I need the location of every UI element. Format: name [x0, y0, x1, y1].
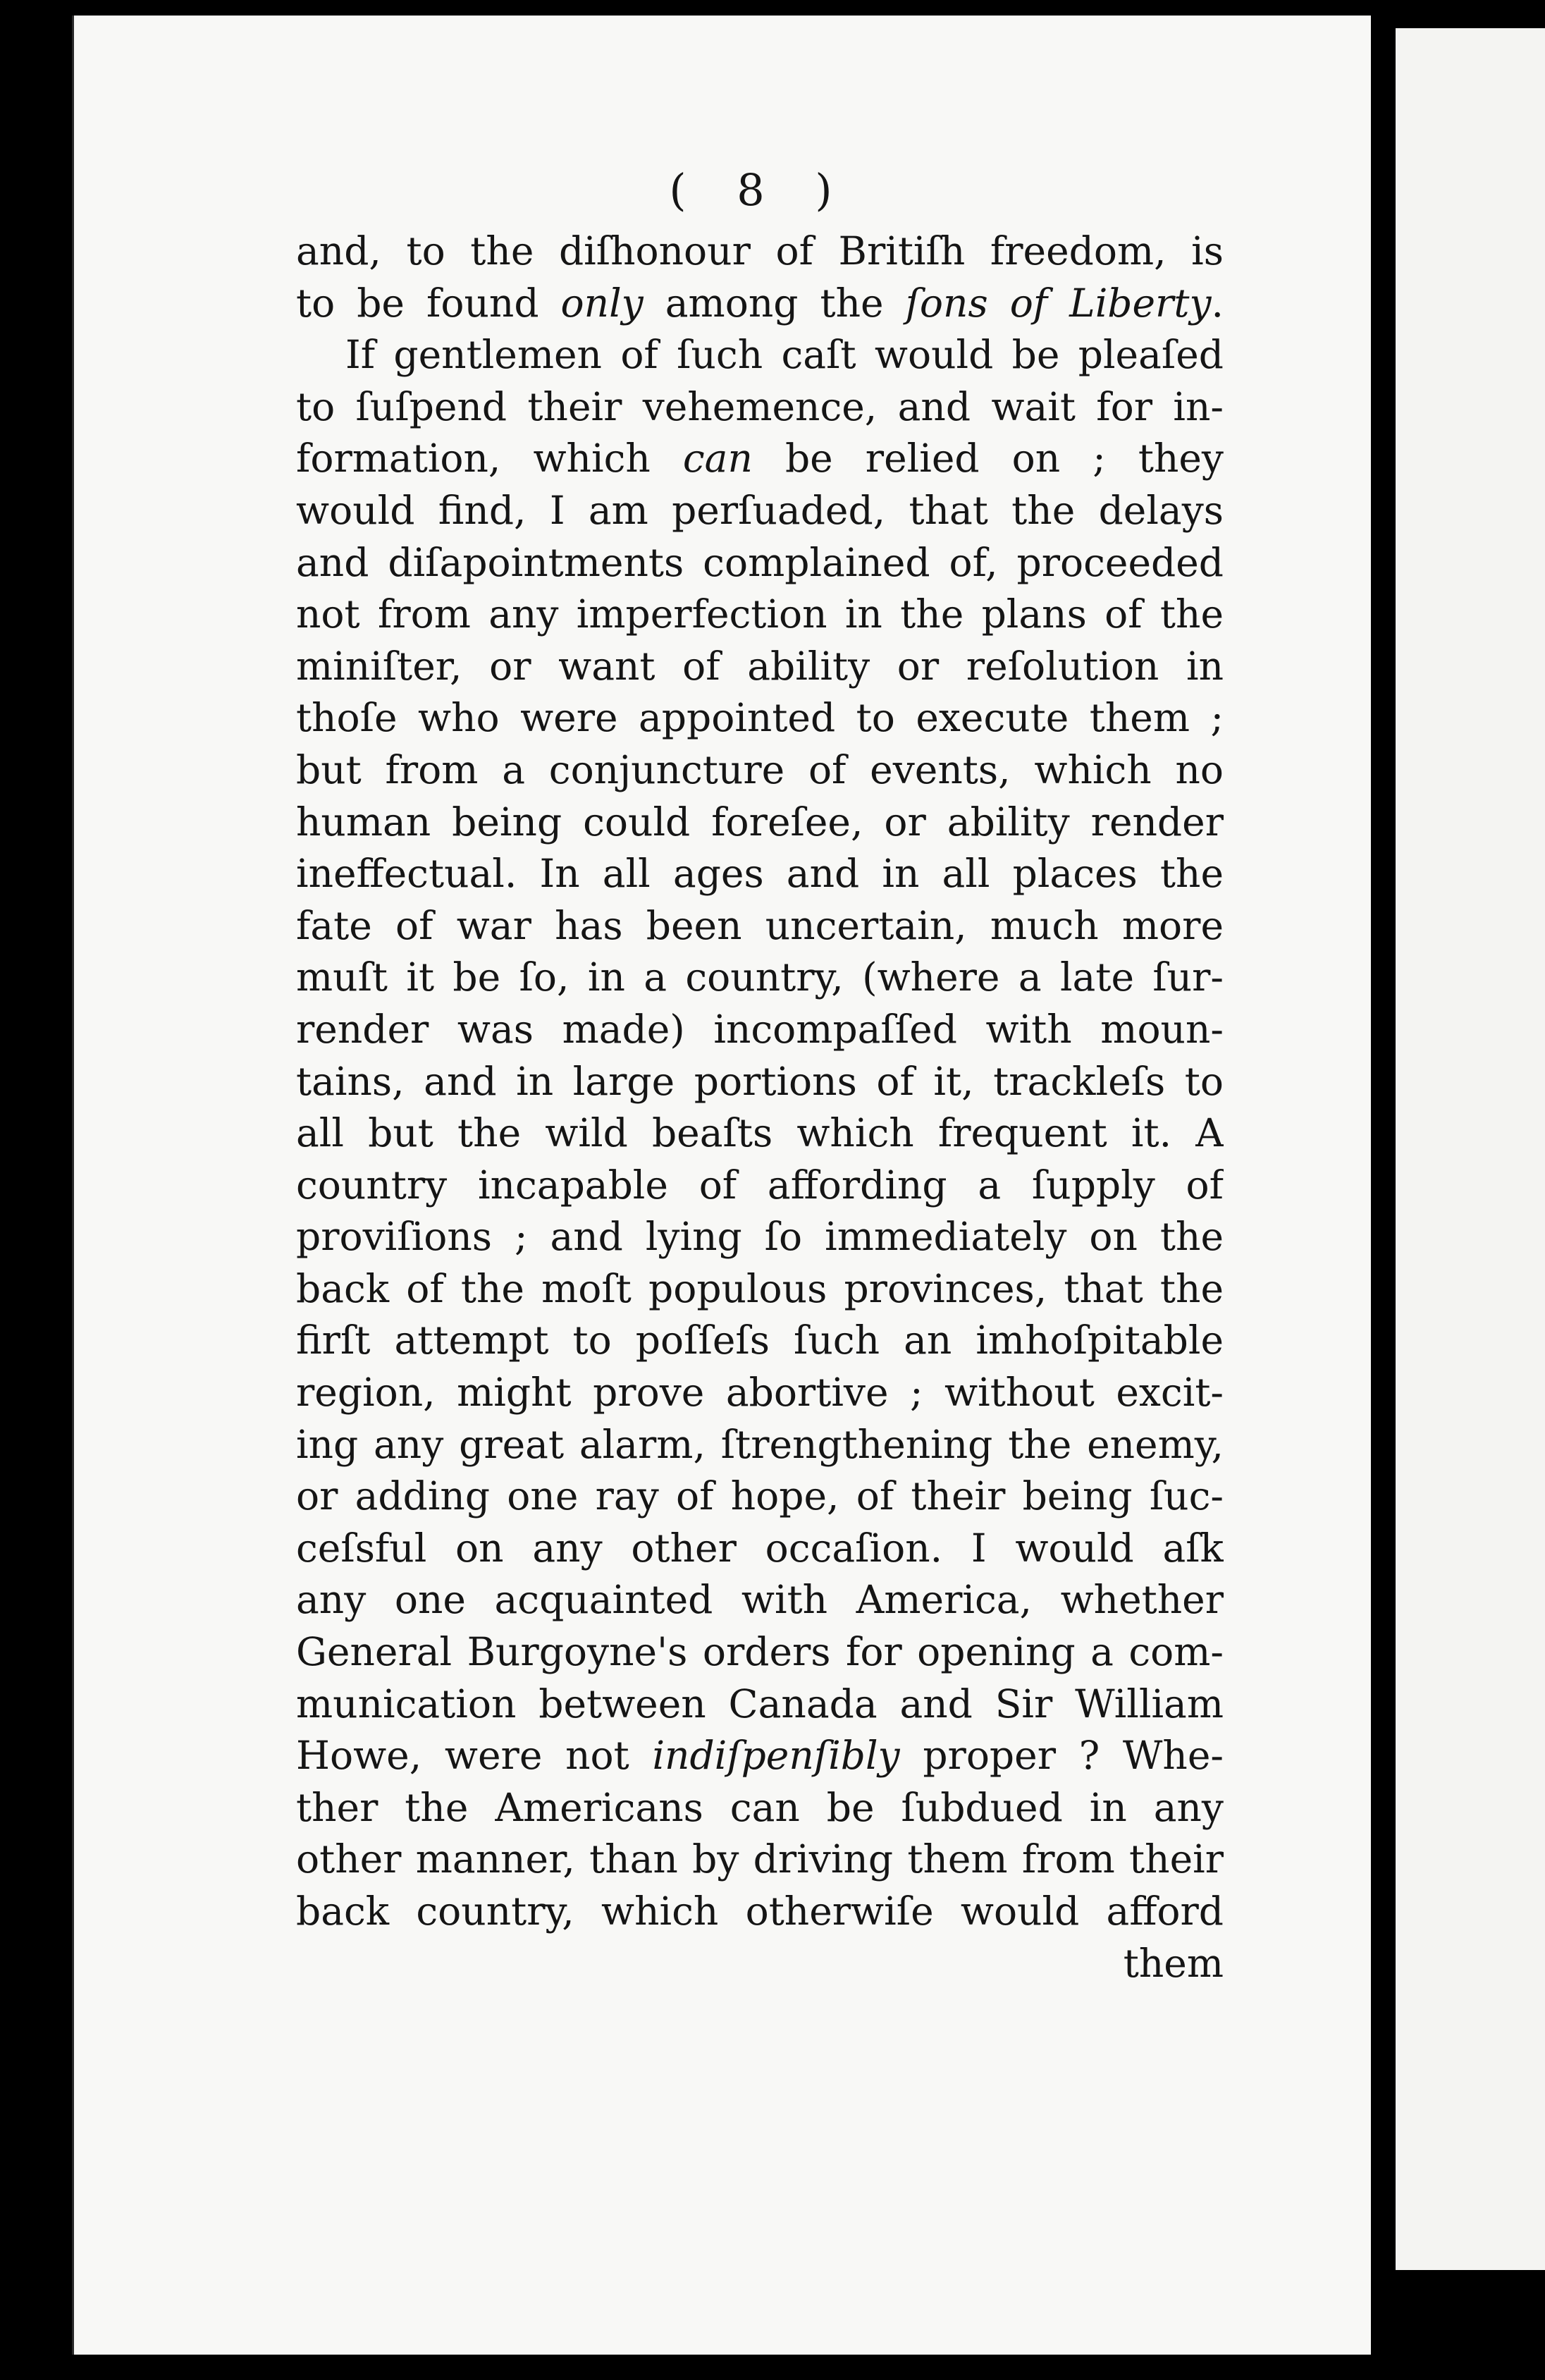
- text-line: any one acquainted with America, whether: [296, 1577, 1224, 1623]
- italic-text: ſons of Liberty: [905, 280, 1212, 326]
- text-line: region, might prove abortive ; without excit-: [296, 1370, 1224, 1416]
- text-line: but from a conjuncture of events, which no: [296, 747, 1224, 792]
- text-line: render was made) incompaſſed with moun-: [296, 1006, 1224, 1052]
- paragraph-first-line: If gentlemen of ſuch caſt would be pleaſed: [345, 332, 1224, 378]
- italic-text: only: [560, 280, 644, 326]
- text-line: back country, which otherwiſe would afford: [296, 1889, 1224, 1934]
- text-line: and diſapointments complained of, proceeded: [296, 539, 1224, 585]
- text-line: Howe, were not indiſpenſibly proper ? Whe-: [296, 1733, 1224, 1779]
- text-line: to ſuſpend their vehemence, and wait for in-: [296, 384, 1224, 429]
- text-line: miniſter, or want of ability or reſolution in: [296, 643, 1224, 689]
- text-line: muſt it be ſo, in a country, (where a late ſur-: [296, 955, 1224, 1000]
- catchword: them: [1123, 1940, 1224, 1986]
- italic-text: can: [682, 436, 753, 481]
- page-text-block: [296, 162, 1224, 1989]
- text-line: not from any imperfection in the plans of the: [296, 591, 1224, 637]
- text-line: ineffectual. In all ages and in all places the: [296, 851, 1224, 897]
- text-line: all but the wild beaſts which frequent it. A: [296, 1110, 1224, 1156]
- text-line: ing any great alarm, ſtrengthening the enemy,: [296, 1421, 1224, 1467]
- text-line: ceſsful on any other occaſion. I would aſk: [296, 1525, 1224, 1571]
- text-line: would find, I am perſuaded, that the delays: [296, 487, 1224, 533]
- text-line: country incapable of affording a ſupply of: [296, 1162, 1224, 1208]
- text-line: General Burgoyne's orders for opening a com-: [296, 1629, 1224, 1675]
- text-line: fate of war has been uncertain, much more: [296, 902, 1224, 948]
- text-line: munication between Canada and Sir William: [296, 1681, 1224, 1726]
- text-line: proviſions ; and lying ſo immediately on the: [296, 1214, 1224, 1260]
- text-line: to be found only among the ſons of Liberty.: [296, 280, 1224, 326]
- page-number: ( 8 ): [669, 164, 851, 216]
- text-line: firſt attempt to poſſeſs ſuch an imhoſpitable: [296, 1318, 1224, 1363]
- text-line: and, to the diſhonour of Britiſh freedom, is: [296, 228, 1224, 274]
- text-line: thoſe who were appointed to execute them ;: [296, 695, 1224, 741]
- italic-text: indiſpenſibly: [652, 1733, 900, 1779]
- text-line: back of the moſt populous provinces, that the: [296, 1265, 1224, 1311]
- facing-page-edge: [1396, 28, 1545, 2270]
- text-line: ther the Americans can be ſubdued in any: [296, 1784, 1224, 1830]
- text-line: tains, and in large portions of it, trackleſs to: [296, 1058, 1224, 1104]
- text-line: formation, which can be relied on ; they: [296, 436, 1224, 481]
- text-line: or adding one ray of hope, of their being ſuc-: [296, 1473, 1224, 1519]
- text-line: human being could foreſee, or ability render: [296, 799, 1224, 845]
- text-line: other manner, than by driving them from their: [296, 1836, 1224, 1882]
